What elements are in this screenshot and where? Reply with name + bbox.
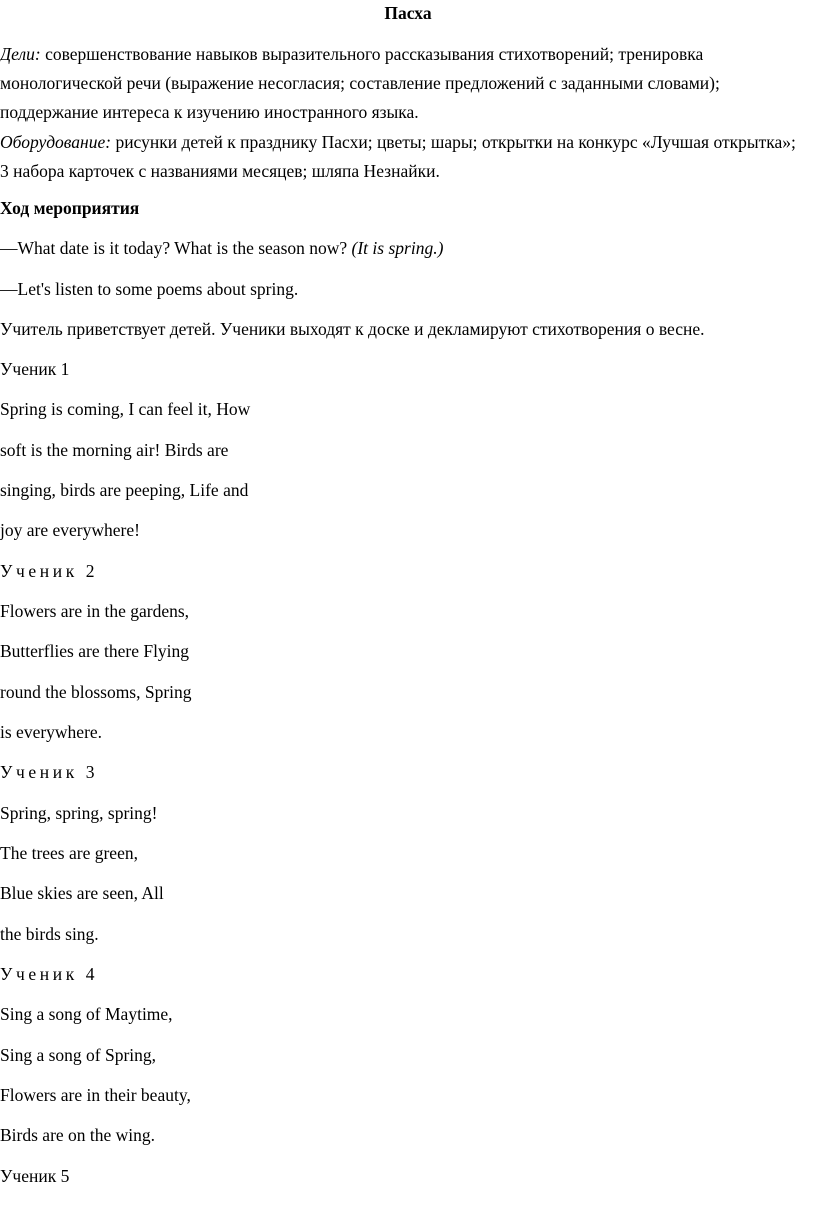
dialogue-line — [0, 279, 298, 299]
dialogue-line — [0, 238, 443, 258]
document-title: Пасха — [384, 3, 432, 23]
goals-label: Дели: — [0, 44, 41, 64]
poem-line: Butterflies are there Flying — [0, 641, 190, 661]
poem-line: Flowers are in their beauty, — [0, 1085, 191, 1105]
goals-paragraph — [0, 40, 805, 127]
poem-line: Blue skies are seen, All — [0, 883, 164, 903]
student-label: Ученик 2 — [0, 561, 99, 581]
student-label: Ученик 4 — [0, 964, 99, 984]
student-label: Ученик 5 — [0, 1166, 70, 1186]
poem-line: Spring is coming, I can feel it, How — [0, 399, 251, 419]
poem-line: singing, birds are peeping, Life and — [0, 480, 249, 500]
poem-line: Birds are on the wing. — [0, 1125, 156, 1145]
poem-line: soft is the morning air! Birds are — [0, 440, 229, 460]
dialogue-answer: (It is spring.) — [351, 238, 444, 258]
student-label: Ученик 3 — [0, 762, 99, 782]
goals-text: совершенствование навыков выразительного рассказывания стихотворений; тренировка монологической речи (выражение несогласия; составление предложений с заданными словами); поддержание интереса к изучению иностранного языка. — [0, 44, 720, 122]
poem-line: Flowers are in the gardens, — [0, 601, 190, 621]
progress-heading: Ход мероприятия — [0, 198, 140, 218]
poem-line: joy are everywhere! — [0, 520, 140, 540]
dialogue-text: —What date is it today? What is the season now? — [0, 238, 352, 258]
poem-line: Sing a song of Spring, — [0, 1045, 157, 1065]
poem-line: Spring, spring, spring! — [0, 803, 158, 823]
poem-line: The trees are green, — [0, 843, 138, 863]
equipment-paragraph — [0, 128, 805, 186]
equipment-text: рисунки детей к празднику Пасхи; цветы; шары; открытки на конкурс «Лучшая открытка»; 3 набора карточек с названиями месяцев; шляпа Незнайки. — [0, 132, 796, 181]
dialogue-text: —Let's listen to some poems about spring. — [0, 279, 299, 299]
student-label: Ученик 1 — [0, 359, 70, 379]
equipment-label: Оборудование: — [0, 132, 112, 152]
poem-line: is everywhere. — [0, 722, 103, 742]
poem-line: round the blossoms, Spring — [0, 682, 192, 702]
poem-line: the birds sing. — [0, 924, 99, 944]
poem-line: Sing a song of Maytime, — [0, 1004, 173, 1024]
teacher-note: Учитель приветствует детей. Ученики выходят к доске и декламируют стихотворения о весне. — [0, 319, 705, 339]
